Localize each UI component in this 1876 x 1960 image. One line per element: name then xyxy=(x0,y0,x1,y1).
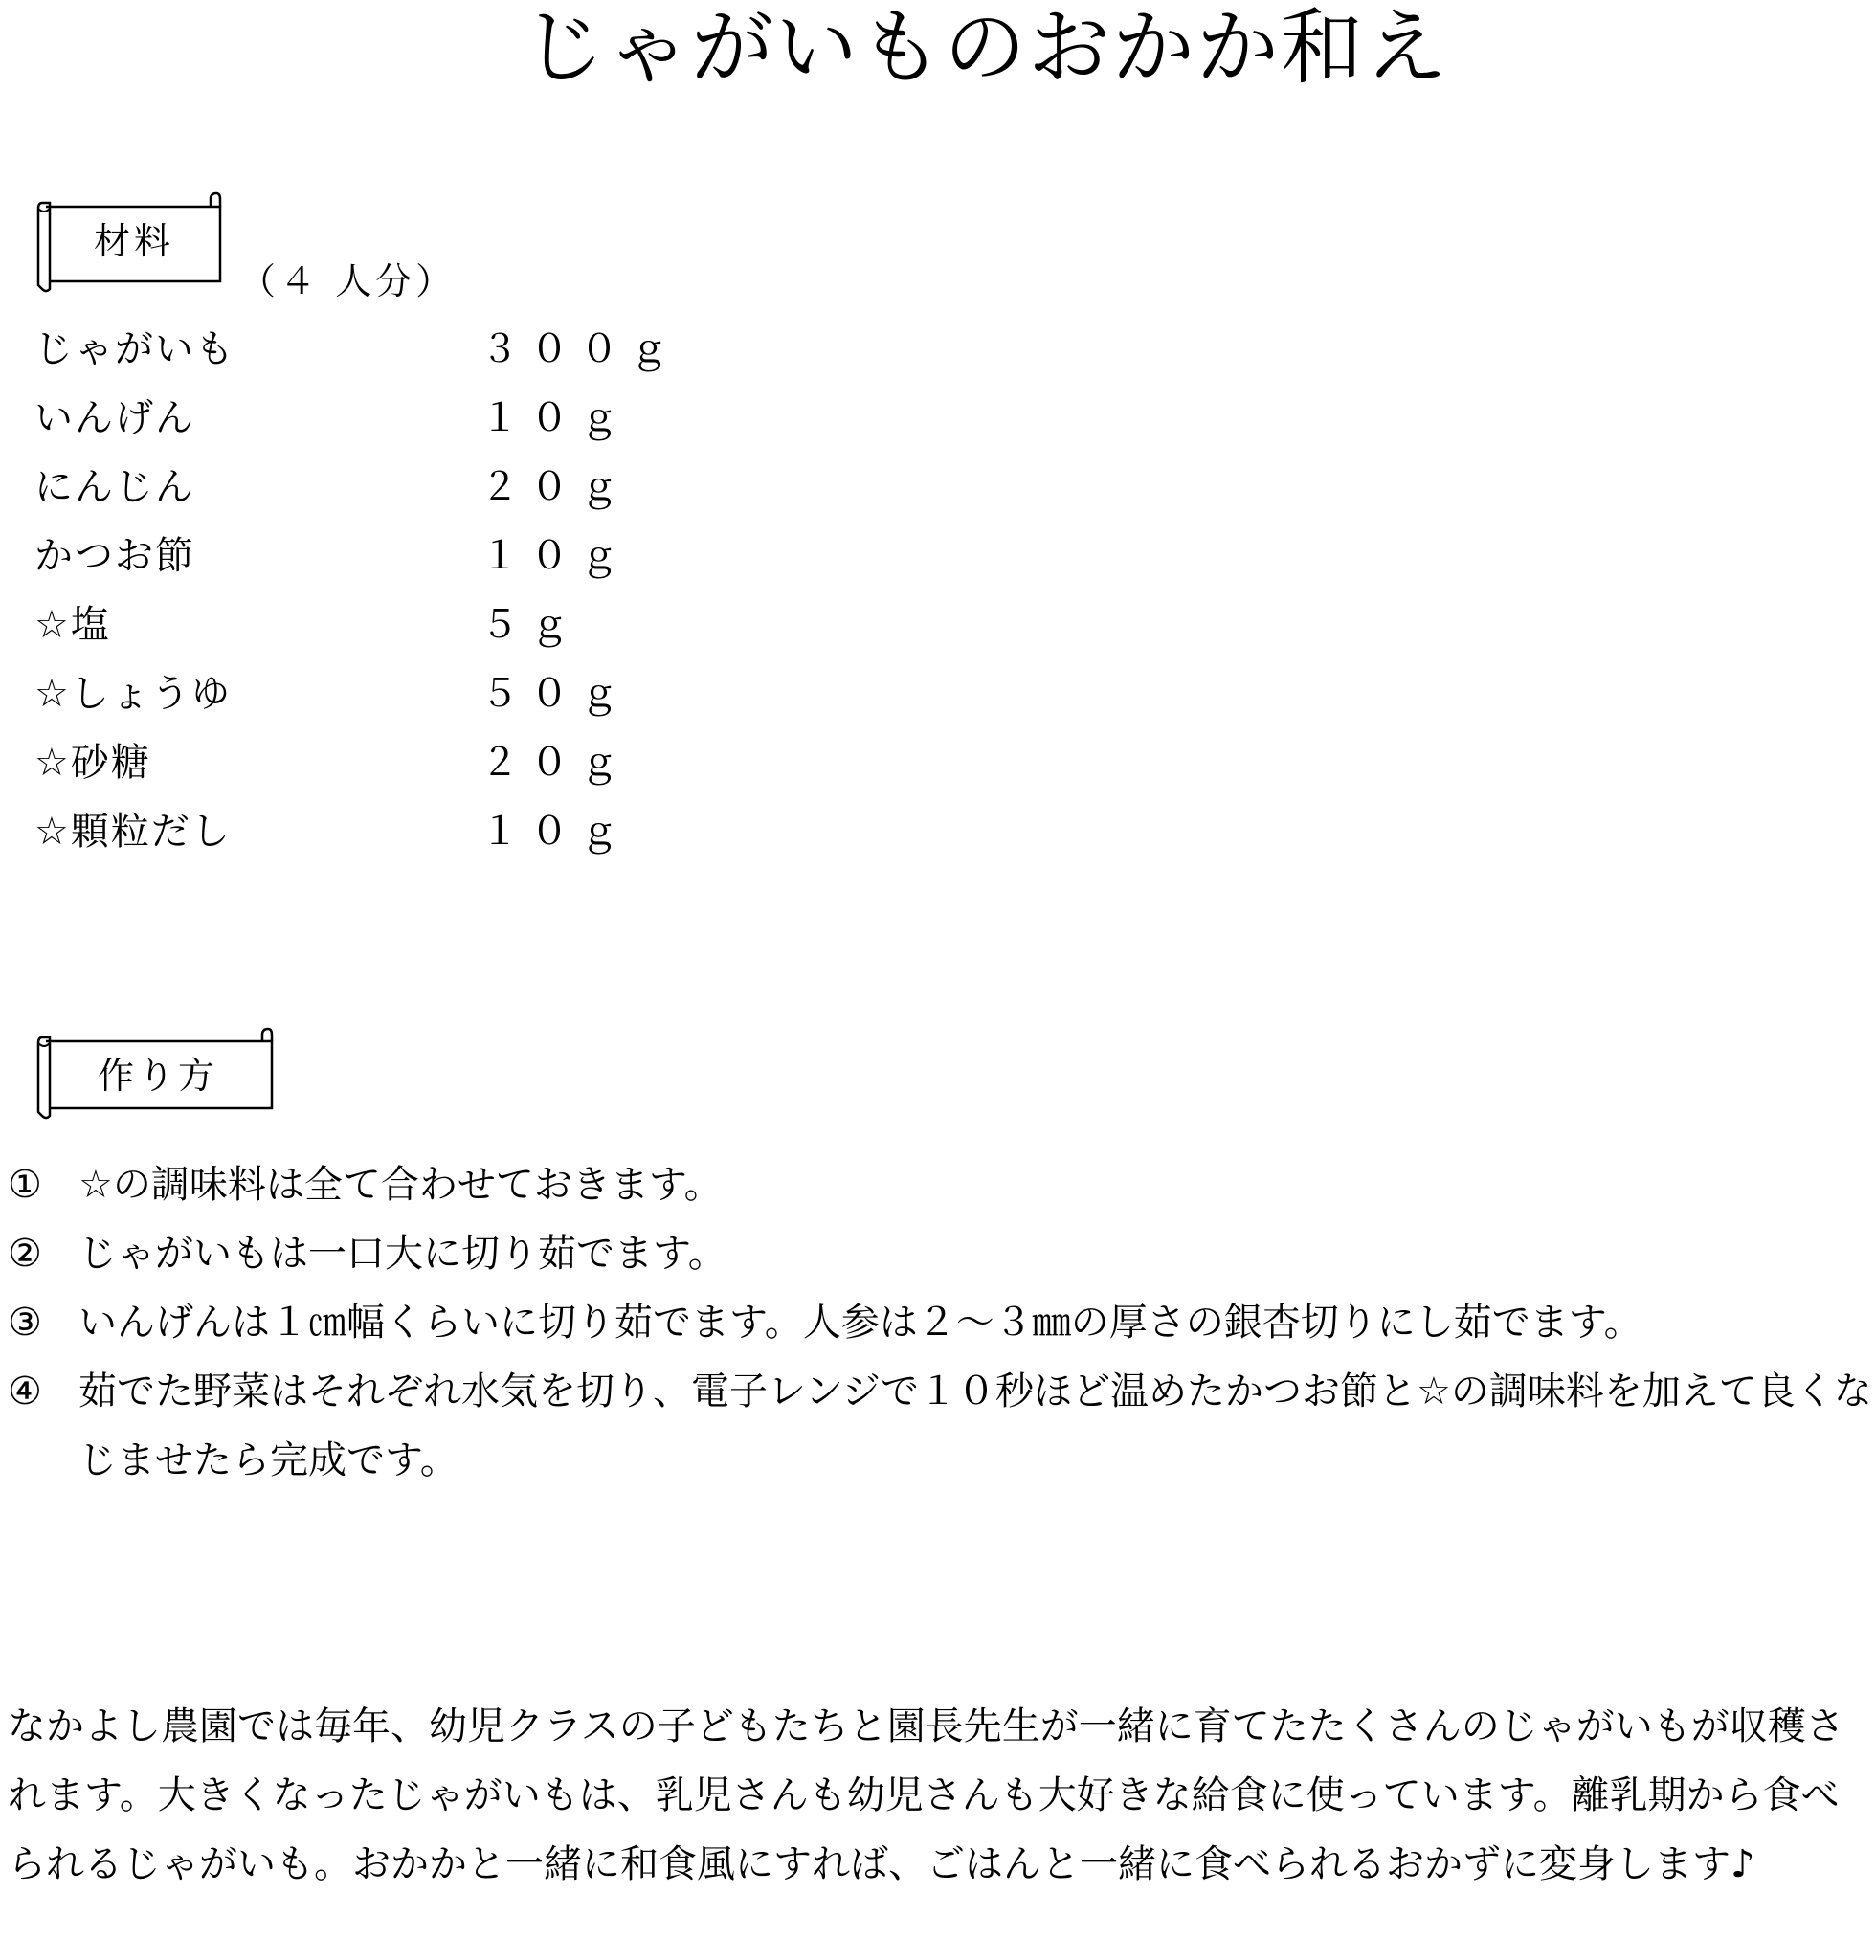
ingredient-name: ☆砂糖 xyxy=(34,741,151,785)
ingredient-amount: ３００ｇ xyxy=(480,327,680,371)
ingredient-name: かつお節 xyxy=(34,534,195,578)
method-heading: 作り方 xyxy=(98,1055,219,1097)
ingredients-heading: 材料 xyxy=(94,220,175,262)
method-step xyxy=(8,1288,1874,1357)
step-text: 茹でた野菜はそれぞれ水気を切り、電子レンジで１０秒ほど温めたかつお節と☆の調味料を加えて良くなじませたら完成です。 xyxy=(78,1370,1872,1482)
method-step xyxy=(8,1219,1874,1288)
servings-label: （４ 人分） xyxy=(239,260,457,302)
method-heading-banner xyxy=(33,1026,278,1122)
method-step xyxy=(8,1357,1874,1495)
step-text: いんげんは１㎝幅くらいに切り茹でます。人参は２～３㎜の厚さの銀杏切りにし茹でます。 xyxy=(78,1301,1642,1345)
ingredient-name: にんじん xyxy=(34,465,195,509)
ingredient-name: ☆顆粒だし xyxy=(34,810,232,854)
step-number: ② xyxy=(8,1232,42,1276)
ingredients-heading-banner xyxy=(33,189,224,295)
ingredient-name: じゃがいも xyxy=(34,327,235,371)
step-number: ① xyxy=(8,1163,42,1207)
ingredient-amount: ２０ｇ xyxy=(480,741,630,785)
ingredient-amount: １０ｇ xyxy=(480,396,630,440)
ingredient-amount: ５ｇ xyxy=(480,603,580,647)
step-text: ☆の調味料は全て合わせておきます。 xyxy=(78,1163,723,1207)
page-title: じゃがいものおかか和え xyxy=(523,0,1449,96)
ingredient-name: いんげん xyxy=(34,396,195,440)
step-number: ③ xyxy=(8,1301,42,1345)
ingredient-amount: ５０ｇ xyxy=(480,672,630,716)
ingredient-name: ☆しょうゆ xyxy=(34,672,232,716)
method-step xyxy=(8,1150,1874,1219)
ingredient-amount: １０ｇ xyxy=(480,534,630,578)
step-text: じゃがいもは一口大に切り茹でます。 xyxy=(78,1232,726,1276)
farm-note-paragraph: なかよし農園では毎年、幼児クラスの子どもたちと園長先生が一緒に育てたたくさんのじゃがいもが収穫されます。大きくなったじゃがいもは、乳児さんも幼児さんも大好きな給食に使っています。離乳期から食べられるじゃがいも。おかかと一緒に和食風にすれば、ごはんと一緒に食べられるおかずに変身します♪ xyxy=(8,1704,1844,1886)
ingredient-amount: ２０ｇ xyxy=(480,465,630,509)
step-number: ④ xyxy=(8,1370,42,1414)
ingredient-name: ☆塩 xyxy=(34,603,111,647)
method-steps xyxy=(8,1150,1874,1495)
ingredient-amount: １０ｇ xyxy=(480,810,630,854)
